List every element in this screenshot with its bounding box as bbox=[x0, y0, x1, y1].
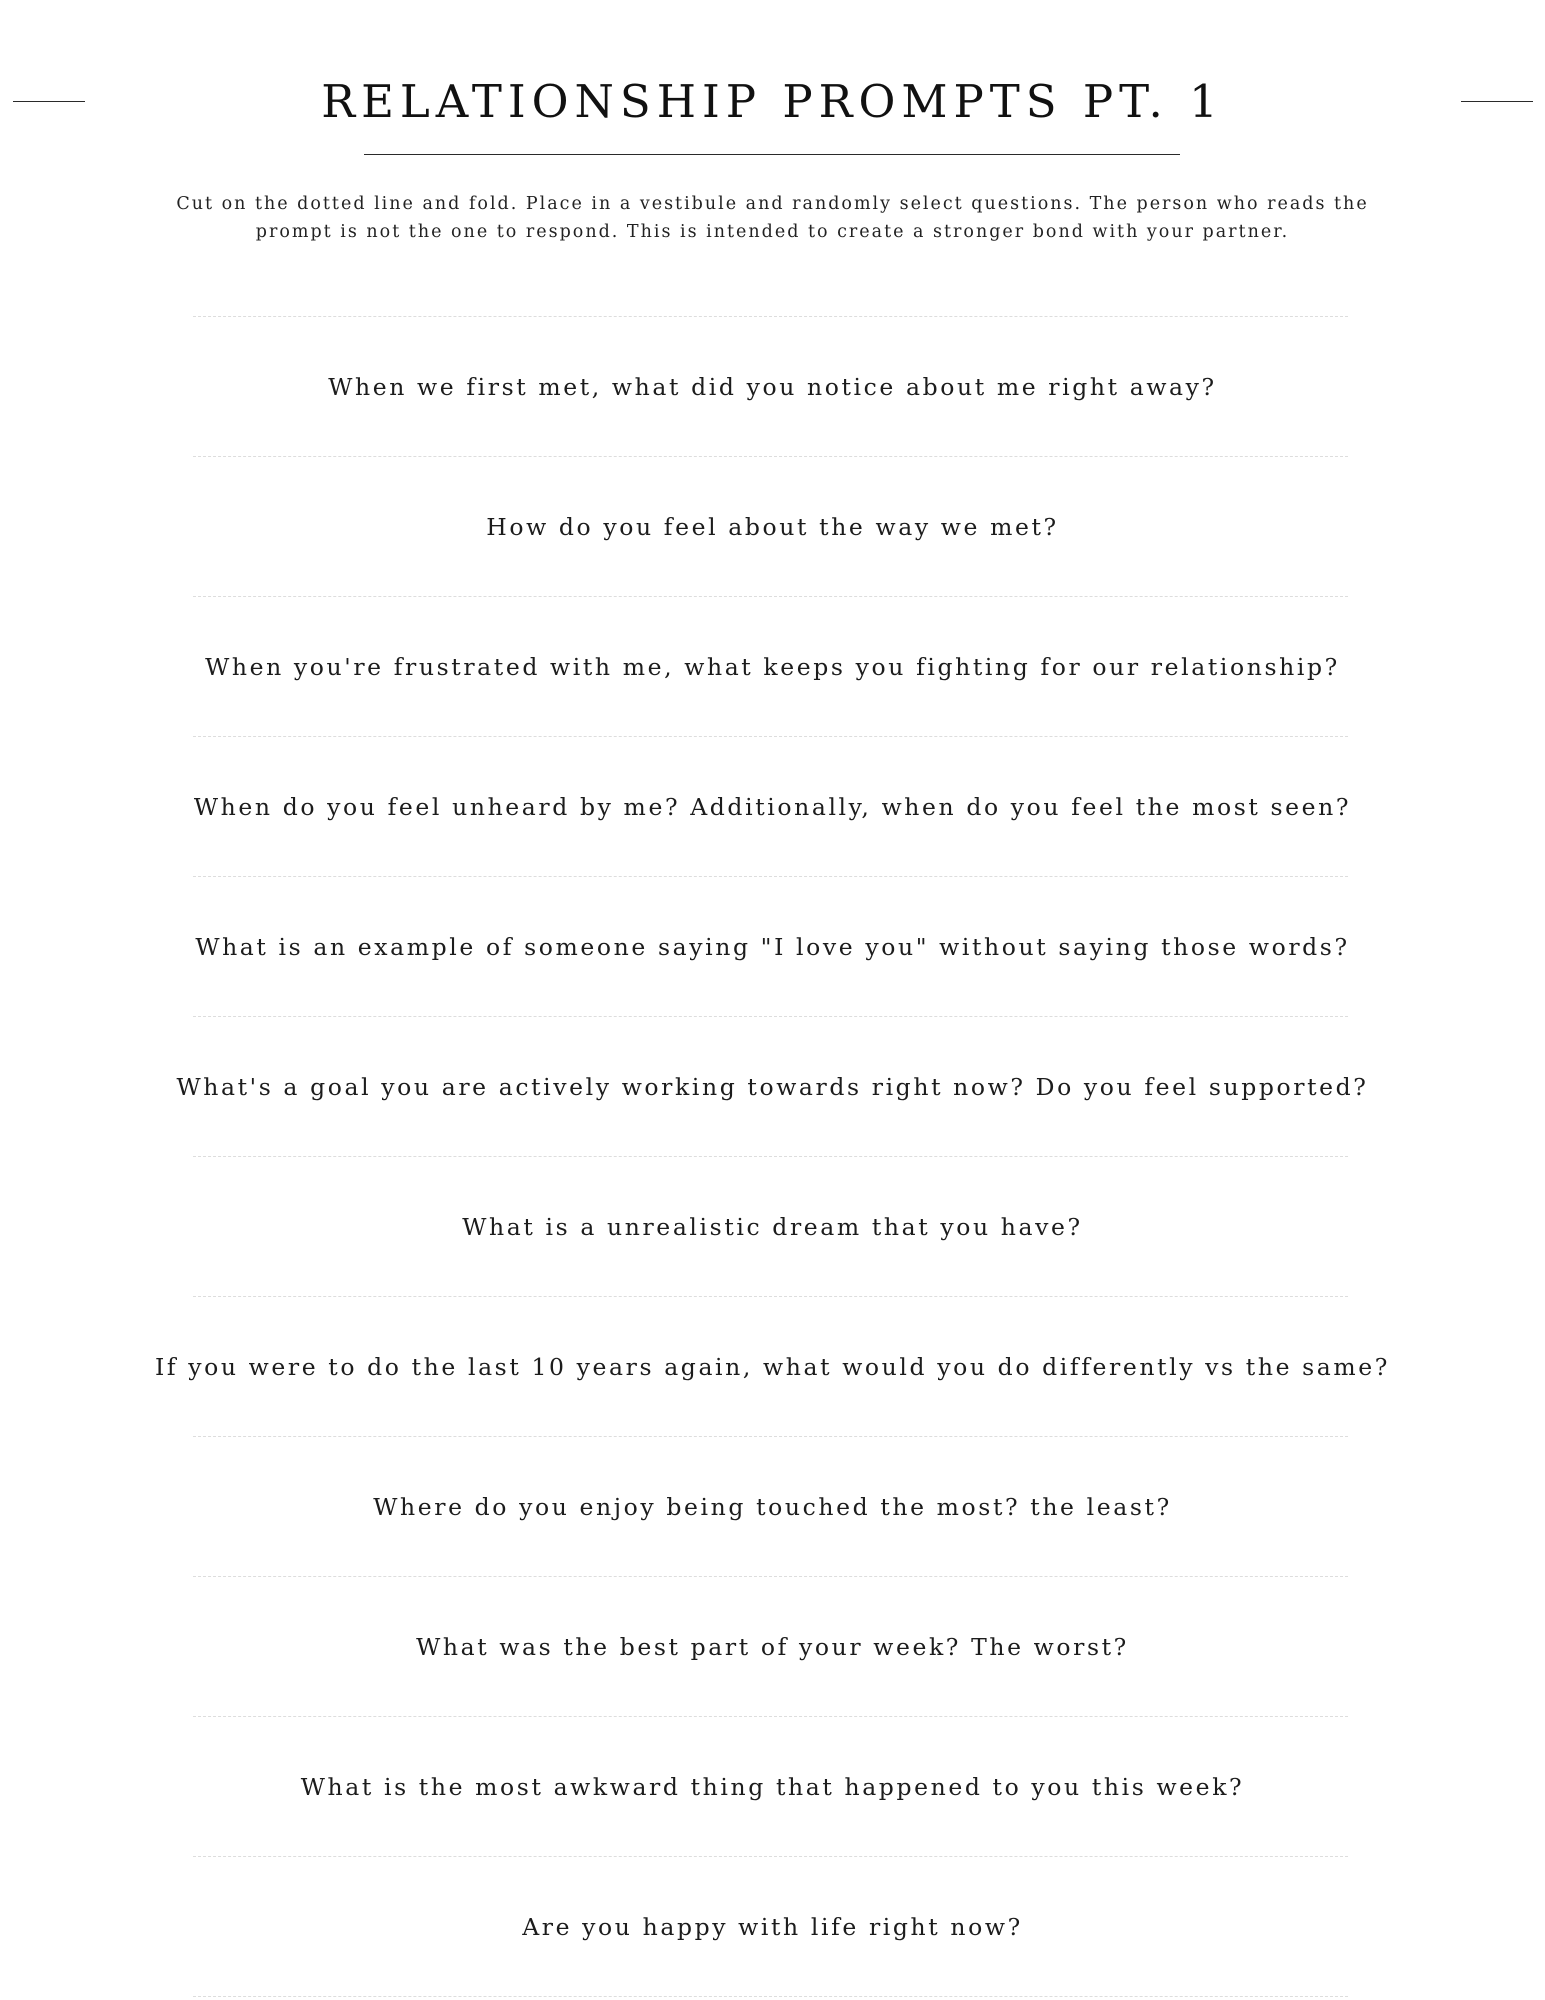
prompt-list bbox=[0, 316, 1545, 1997]
prompt-item: How do you feel about the way we met? bbox=[486, 512, 1059, 541]
cut-line bbox=[193, 1436, 1348, 1437]
cut-line bbox=[193, 876, 1348, 877]
cut-line bbox=[193, 456, 1348, 457]
prompt-item: What is the most awkward thing that happened to you this week? bbox=[300, 1772, 1245, 1801]
prompt-item: When we first met, what did you notice about me right away? bbox=[328, 372, 1217, 401]
prompt-item: If you were to do the last 10 years again, what would you do differently vs the same? bbox=[154, 1352, 1391, 1381]
cut-line bbox=[193, 1716, 1348, 1717]
cut-line bbox=[193, 736, 1348, 737]
cut-line bbox=[193, 1156, 1348, 1157]
cut-line bbox=[193, 1856, 1348, 1857]
cut-line bbox=[193, 316, 1348, 317]
prompt-item: When do you feel unheard by me? Additionally, when do you feel the most seen? bbox=[193, 792, 1352, 821]
instructions-text: Cut on the dotted line and fold. Place in a vestibule and randomly select questions. The person who reads the prompt is not the one to respond. This is intended to create a stronger bond with your partner. bbox=[176, 194, 1369, 242]
prompt-item: What's a goal you are actively working towards right now? Do you feel supported? bbox=[176, 1072, 1369, 1101]
cut-line bbox=[193, 1296, 1348, 1297]
prompt-item: Are you happy with life right now? bbox=[522, 1912, 1023, 1941]
prompt-item: What was the best part of your week? The worst? bbox=[416, 1632, 1129, 1661]
title-underline bbox=[364, 154, 1180, 155]
prompt-item: What is a unrealistic dream that you have? bbox=[462, 1212, 1083, 1241]
prompt-item: When you're frustrated with me, what keeps you fighting for our relationship? bbox=[205, 652, 1340, 681]
cut-line bbox=[193, 1996, 1348, 1997]
prompt-item: What is an example of someone saying "I love you" without saying those words? bbox=[195, 932, 1350, 961]
cut-line bbox=[193, 596, 1348, 597]
prompt-item: Where do you enjoy being touched the most? the least? bbox=[373, 1492, 1172, 1521]
cut-line bbox=[193, 1576, 1348, 1577]
page-title: RELATIONSHIP PROMPTS PT. 1 bbox=[321, 75, 1224, 128]
cut-line bbox=[193, 1016, 1348, 1017]
